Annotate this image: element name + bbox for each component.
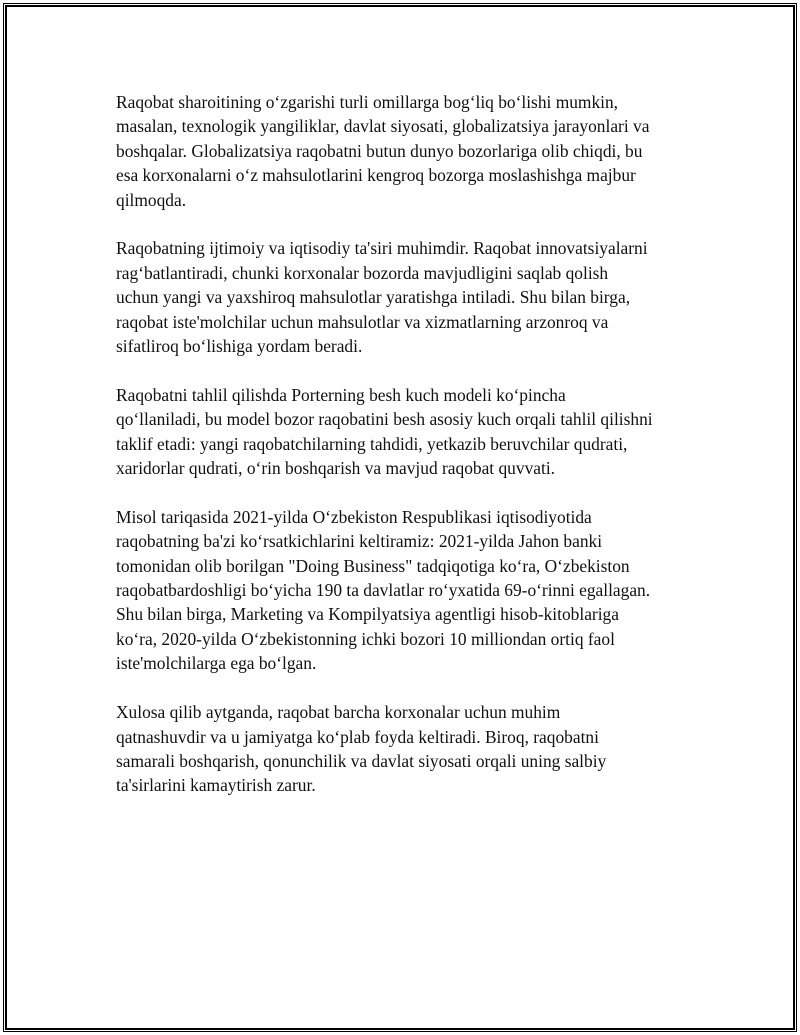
text-line: Shu bilan birga, Marketing va Kompilyatsiya agentligi hisob-kitoblariga [116, 604, 619, 625]
text-line: Raqobatning ijtimoiy va iqtisodiy ta'siri muhimdir. Raqobat innovatsiyalarni [116, 238, 648, 259]
text-line: qilmoqda. [116, 189, 187, 210]
text-line: qo‘llaniladi, bu model bozor raqobatini besh asosiy kuch orqali tahlil qilishni [116, 409, 653, 430]
text-line: iste'molchilarga ega bo‘lgan. [116, 653, 317, 674]
paragraph-2 [116, 236, 696, 358]
text-line: masalan, texnologik yangiliklar, davlat siyosati, globalizatsiya jarayonlari va [116, 116, 650, 137]
paragraph-1 [116, 90, 696, 212]
text-line: Raqobatni tahlil qilishda Porterning besh kuch modeli ko‘pincha [116, 384, 566, 405]
text-line: ko‘ra, 2020-yilda O‘zbekistonning ichki bozori 10 milliondan ortiq faol [116, 628, 615, 649]
text-line: taklif etadi: yangi raqobatchilarning tahdidi, yetkazib beruvchilar qudrati, [116, 433, 628, 454]
text-line: Misol tariqasida 2021-yilda O‘zbekiston Respublikasi iqtisodiyotida [116, 506, 592, 527]
text-line: uchun yangi va yaxshiroq mahsulotlar yaratishga intiladi. Shu bilan birga, [116, 287, 631, 308]
text-line: raqobatning ba'zi ko‘rsatkichlarini keltiramiz: 2021-yilda Jahon banki [116, 531, 603, 552]
document-body [116, 90, 696, 822]
text-line: sifatliroq bo‘lishiga yordam beradi. [116, 336, 363, 357]
paragraph-3 [116, 383, 696, 481]
text-line: samarali boshqarish, qonunchilik va davlat siyosati orqali uning salbiy [116, 750, 607, 771]
text-line: qatnashuvdir va u jamiyatga ko‘plab foyda keltiradi. Biroq, raqobatni [116, 726, 599, 747]
text-line: raqobatbardoshligi bo‘yicha 190 ta davlatlar ro‘yxatida 69-o‘rinni egallagan. [116, 580, 651, 601]
text-line: rag‘batlantiradi, chunki korxonalar bozorda mavjudligini saqlab qolish [116, 262, 609, 283]
text-line: boshqalar. Globalizatsiya raqobatni butun dunyo bozorlariga olib chiqdi, bu [116, 140, 643, 161]
text-line: Raqobat sharoitining o‘zgarishi turli omillarga bog‘liq bo‘lishi mumkin, [116, 92, 619, 112]
text-line: Xulosa qilib aytganda, raqobat barcha korxonalar uchun muhim [116, 702, 561, 723]
text-line: xaridorlar qudrati, o‘rin boshqarish va mavjud raqobat quvvati. [116, 458, 555, 479]
text-line: esa korxonalarni o‘z mahsulotlarini kengroq bozorga moslashishga majbur [116, 165, 636, 186]
paragraph-5 [116, 700, 696, 798]
text-line: ta'sirlarini kamaytirish zarur. [116, 775, 316, 796]
paragraph-4 [116, 505, 696, 676]
text-line: tomonidan olib borilgan "Doing Business" tadqiqotiga ko‘ra, O‘zbekiston [116, 555, 630, 576]
text-line: raqobat iste'molchilar uchun mahsulotlar va xizmatlarning arzonroq va [116, 311, 609, 332]
